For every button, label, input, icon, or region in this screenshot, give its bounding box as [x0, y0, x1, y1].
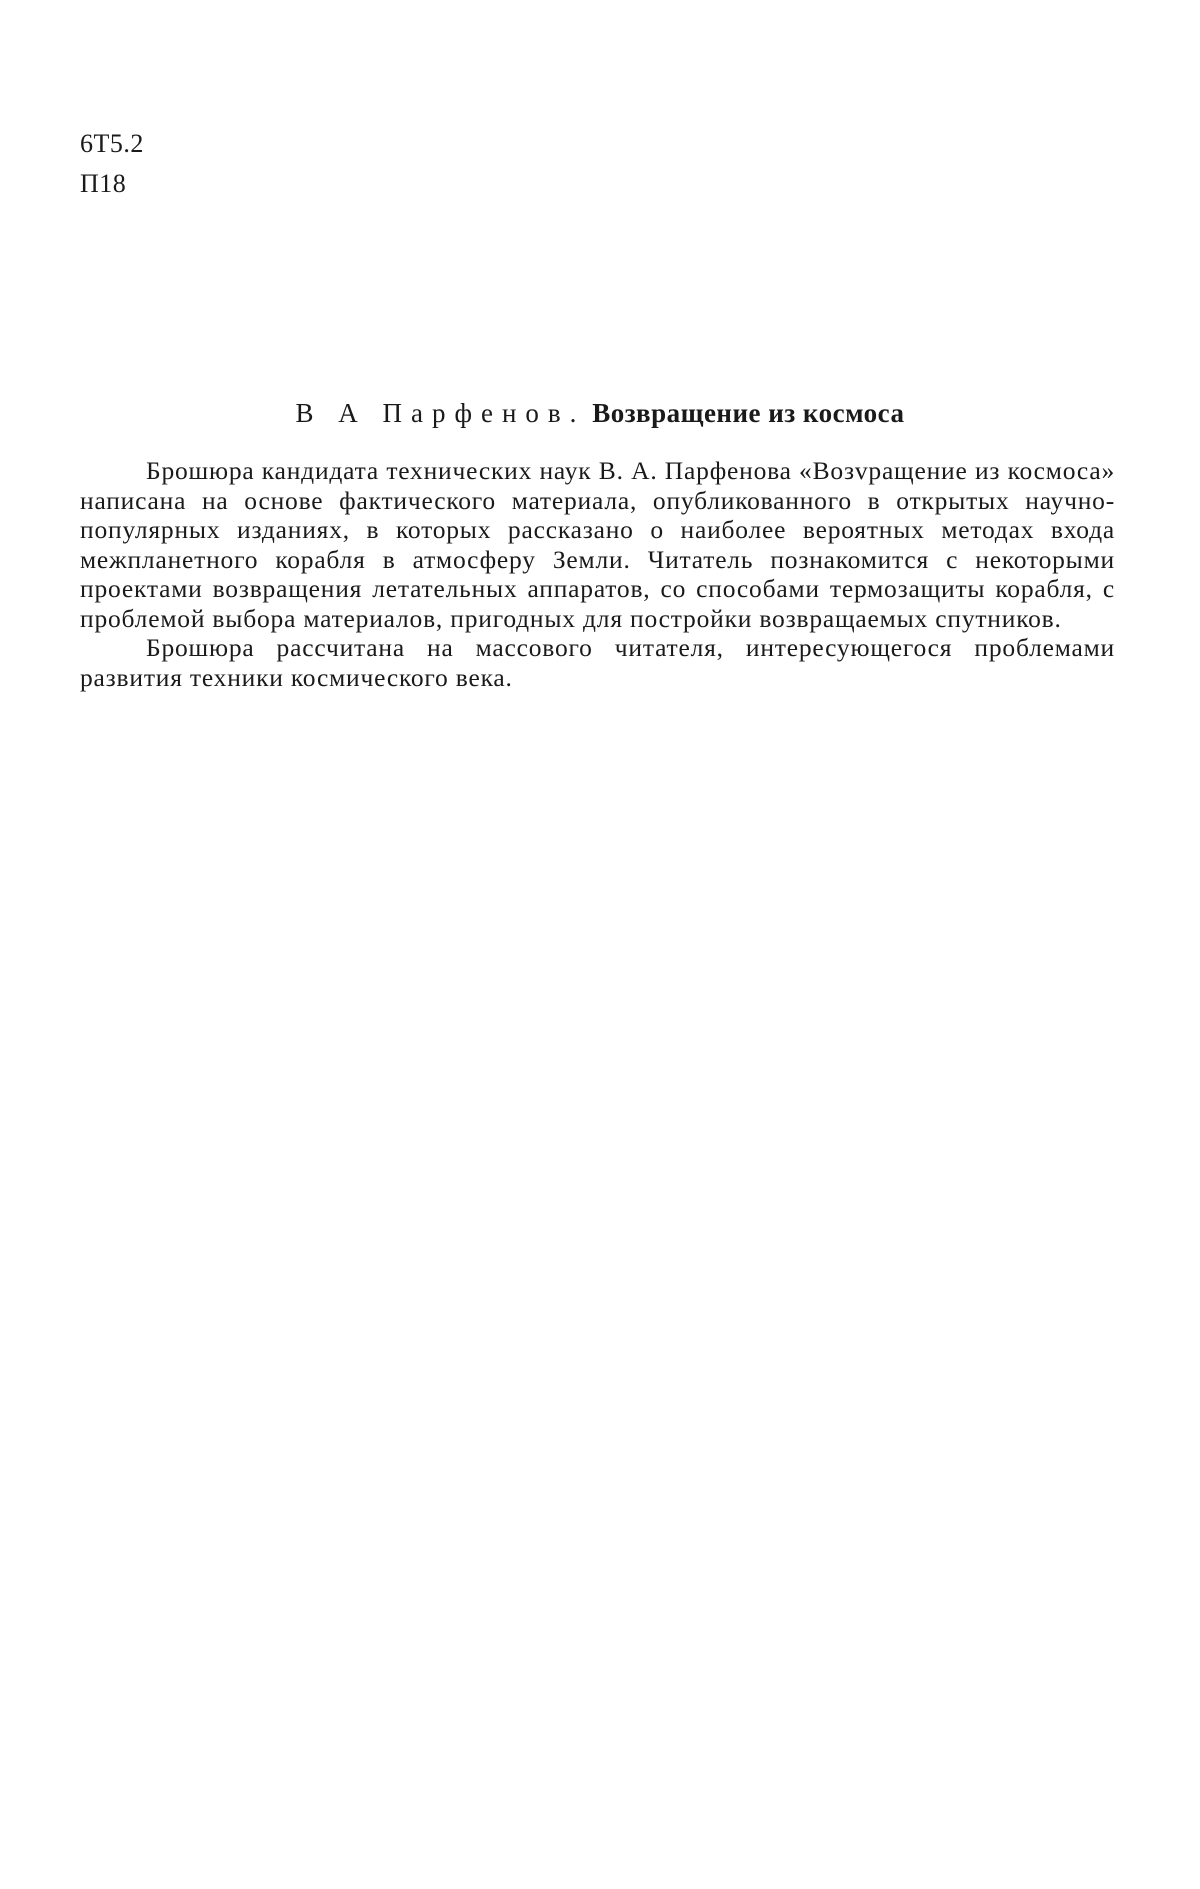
- abstract: [80, 456, 1115, 692]
- classification-code: 6Т5.2: [80, 129, 144, 158]
- classification-codes: [80, 124, 144, 204]
- author-name: В А Парфенов.: [295, 398, 586, 428]
- bibliographic-heading: [80, 396, 1120, 430]
- book-title: Возвращение из космоса: [592, 398, 905, 428]
- abstract-paragraph-1: Брошюра кандидата технических наук В. А. Парфенова «Возvращение из космоса» написана на основе фактического материала, опубликованного в открытых научно-популярных изданиях, в которых рассказано о наиболее вероятных методах входа межпланетного корабля в атмосферу Земли. Читатель познакомится с некоторыми проектами возвращения летательных аппаратов, со способами термозащиты корабля, с проблемой выбора материалов, пригодных для постройки возвращаемых спутников.: [80, 456, 1115, 633]
- author-mark: П18: [80, 169, 127, 198]
- abstract-paragraph-2: Брошюра рассчитана на массового читателя, интересующегося проблемами развития техники космического века.: [80, 633, 1115, 692]
